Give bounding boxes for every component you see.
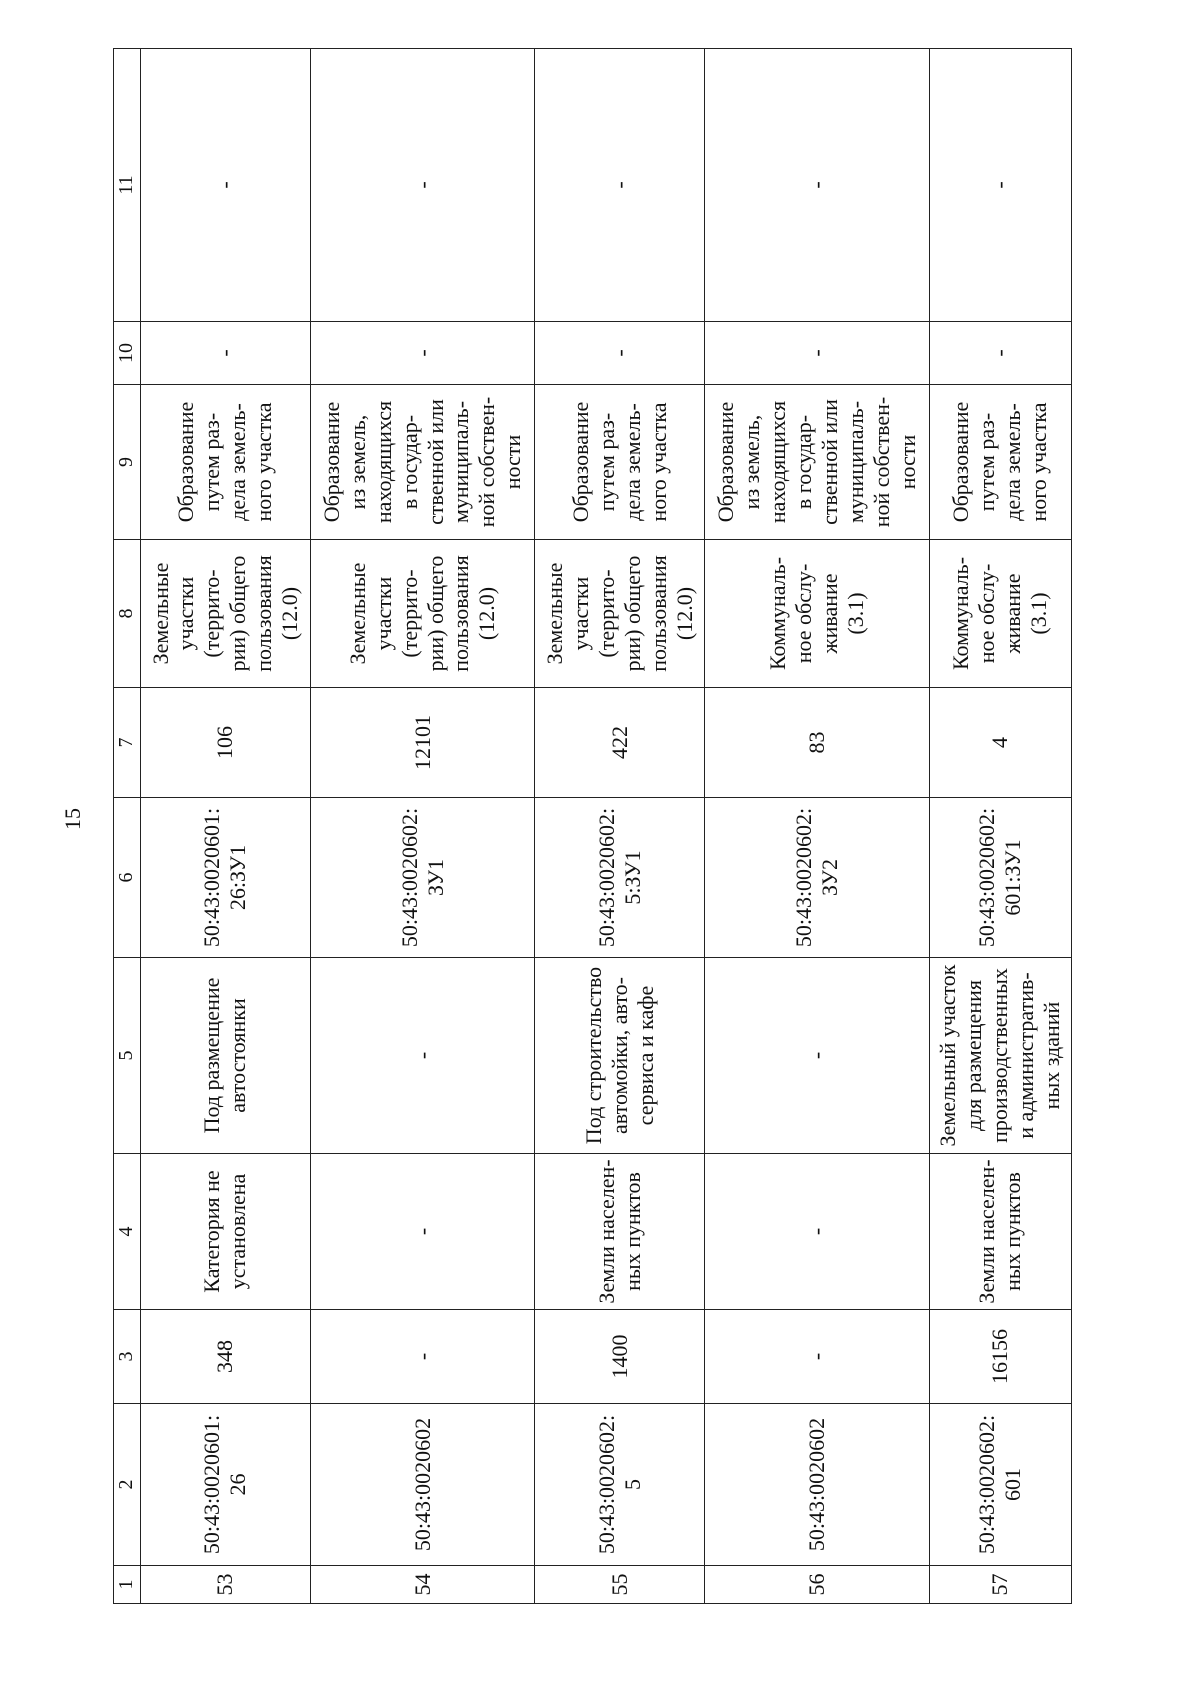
col10-value: - — [409, 349, 435, 357]
row-number-cell — [535, 1566, 705, 1604]
category-cell — [141, 1154, 311, 1310]
permitted-use-cell — [141, 540, 311, 688]
col10-cell — [141, 322, 311, 385]
new-plot-number: 50:43:0020602: ЗУ1 — [396, 807, 448, 948]
table-row — [705, 49, 930, 1604]
column-header: 6 — [114, 798, 141, 958]
col10-value: - — [803, 349, 829, 357]
permitted-use-original: - — [803, 1051, 829, 1060]
area: - — [409, 1352, 435, 1361]
new-number-cell — [705, 798, 930, 958]
area: 1400 — [606, 1334, 632, 1379]
area-cell — [705, 1310, 930, 1404]
column-header: 11 — [114, 49, 141, 322]
formation-cell — [141, 385, 311, 540]
use-cell — [310, 958, 535, 1154]
new-plot-area: 83 — [803, 731, 829, 754]
cadastral-number-cell — [310, 1404, 535, 1566]
permitted-use-cell — [929, 540, 1071, 688]
col11-cell — [929, 49, 1071, 322]
row-number: 54 — [409, 1573, 435, 1596]
col10-cell — [310, 322, 535, 385]
column-header: 7 — [114, 688, 141, 798]
col11-value: - — [987, 181, 1013, 189]
col10-value: - — [987, 349, 1013, 357]
permitted-use-cell — [310, 540, 535, 688]
land-plots-table — [113, 48, 1072, 1604]
permitted-use-new: Коммуналь- ное обслу- живание (3.1) — [948, 556, 1052, 671]
col11-cell — [310, 49, 535, 322]
formation-method: Образование путем раз- дела земель- ного участка — [948, 401, 1052, 523]
formation-cell — [705, 385, 930, 540]
column-header: 1 — [114, 1566, 141, 1604]
cadastral-number-cell — [535, 1404, 705, 1566]
permitted-use-new: Коммуналь- ное обслу- живание (3.1) — [764, 556, 868, 671]
row-number-cell — [705, 1566, 930, 1604]
new-area-cell — [705, 688, 930, 798]
new-plot-area: 12101 — [409, 715, 435, 770]
permitted-use-original: Земельный участок для размещения производственных и административ- ных зданий — [935, 964, 1065, 1147]
col11-value: - — [606, 181, 632, 189]
col10-cell — [705, 322, 930, 385]
land-category: Земли населен- ных пунктов — [593, 1159, 645, 1304]
col10-value: - — [212, 349, 238, 357]
column-header: 2 — [114, 1404, 141, 1566]
cadastral-number: 50:43:0020602: 5 — [593, 1414, 645, 1555]
column-header: 5 — [114, 958, 141, 1154]
column-header: 3 — [114, 1310, 141, 1404]
use-cell — [535, 958, 705, 1154]
col10-cell — [929, 322, 1071, 385]
col11-value: - — [212, 181, 238, 189]
new-plot-area: 422 — [606, 726, 632, 759]
row-number-cell — [141, 1566, 311, 1604]
new-number-cell — [535, 798, 705, 958]
cadastral-number: 50:43:0020602 — [803, 1417, 829, 1552]
new-plot-number: 50:43:0020602: ЗУ2 — [790, 807, 842, 948]
cadastral-number: 50:43:0020602: 601 — [974, 1414, 1026, 1555]
category-cell — [705, 1154, 930, 1310]
area: 348 — [212, 1340, 238, 1373]
area-cell — [310, 1310, 535, 1404]
area-cell — [929, 1310, 1071, 1404]
new-plot-area: 4 — [987, 737, 1013, 748]
new-number-cell — [141, 798, 311, 958]
row-number: 56 — [803, 1573, 829, 1596]
area: - — [803, 1352, 829, 1361]
area-cell — [535, 1310, 705, 1404]
area-cell — [141, 1310, 311, 1404]
permitted-use-cell — [535, 540, 705, 688]
use-cell — [705, 958, 930, 1154]
column-header: 8 — [114, 540, 141, 688]
permitted-use-new: Земельные участки (террито- рии) общего пользования (12.0) — [344, 555, 500, 672]
formation-cell — [535, 385, 705, 540]
land-category: Земли населен- ных пунктов — [974, 1159, 1026, 1304]
new-area-cell — [929, 688, 1071, 798]
cadastral-number-cell — [929, 1404, 1071, 1566]
table-row — [929, 49, 1071, 1604]
col10-value: - — [606, 349, 632, 357]
cadastral-number-cell — [705, 1404, 930, 1566]
table-row — [310, 49, 535, 1604]
new-plot-number: 50:43:0020602: 5:ЗУ1 — [593, 807, 645, 948]
formation-method: Образование из земель, находящихся в государ- ственной или муниципаль- ной собствен- ности — [713, 396, 920, 528]
permitted-use-original: Под размещение автостоянки — [199, 977, 251, 1134]
col11-value: - — [409, 181, 435, 189]
new-area-cell — [535, 688, 705, 798]
permitted-use-new: Земельные участки (террито- рии) общего пользования (12.0) — [147, 555, 303, 672]
new-area-cell — [310, 688, 535, 798]
cadastral-number: 50:43:0020602 — [409, 1417, 435, 1552]
new-plot-number: 50:43:0020601: 26:ЗУ1 — [199, 807, 251, 948]
category-cell — [535, 1154, 705, 1310]
category-cell — [929, 1154, 1071, 1310]
row-number-cell — [310, 1566, 535, 1604]
formation-method: Образование путем раз- дела земель- ного участка — [173, 401, 277, 523]
cadastral-number: 50:43:0020601: 26 — [199, 1414, 251, 1555]
row-number: 57 — [987, 1573, 1013, 1596]
col11-cell — [141, 49, 311, 322]
permitted-use-cell — [705, 540, 930, 688]
new-plot-number: 50:43:0020602: 601:ЗУ1 — [974, 807, 1026, 948]
new-plot-area: 106 — [212, 726, 238, 759]
table-row — [535, 49, 705, 1604]
formation-cell — [929, 385, 1071, 540]
area: 16156 — [987, 1329, 1013, 1384]
table-header-row — [114, 49, 141, 1604]
row-number: 53 — [212, 1573, 238, 1596]
row-number-cell — [929, 1566, 1071, 1604]
permitted-use-new: Земельные участки (террито- рии) общего пользования (12.0) — [541, 555, 697, 672]
rotated-table-container — [113, 49, 1072, 1604]
permitted-use-original: Под строительство автомойки, авто- сервиса и кафе — [580, 966, 658, 1145]
permitted-use-original: - — [409, 1051, 435, 1060]
col11-value: - — [803, 181, 829, 189]
new-number-cell — [310, 798, 535, 958]
formation-method: Образование из земель, находящихся в государ- ственной или муниципаль- ной собствен- ности — [318, 396, 526, 528]
cadastral-number-cell — [141, 1404, 311, 1566]
column-header: 9 — [114, 385, 141, 540]
row-number: 55 — [606, 1573, 632, 1596]
use-cell — [929, 958, 1071, 1154]
column-header: 4 — [114, 1154, 141, 1310]
col11-cell — [535, 49, 705, 322]
col10-cell — [535, 322, 705, 385]
new-area-cell — [141, 688, 311, 798]
category-cell — [310, 1154, 535, 1310]
use-cell — [141, 958, 311, 1154]
land-category: Категория не установлена — [199, 1170, 251, 1293]
land-category: - — [409, 1227, 435, 1236]
formation-method: Образование путем раз- дела земель- ного участка — [567, 401, 671, 523]
page-number: 15 — [60, 808, 85, 830]
table-row — [141, 49, 311, 1604]
column-header: 10 — [114, 322, 141, 385]
col11-cell — [705, 49, 930, 322]
land-category: - — [803, 1227, 829, 1236]
new-number-cell — [929, 798, 1071, 958]
formation-cell — [310, 385, 535, 540]
